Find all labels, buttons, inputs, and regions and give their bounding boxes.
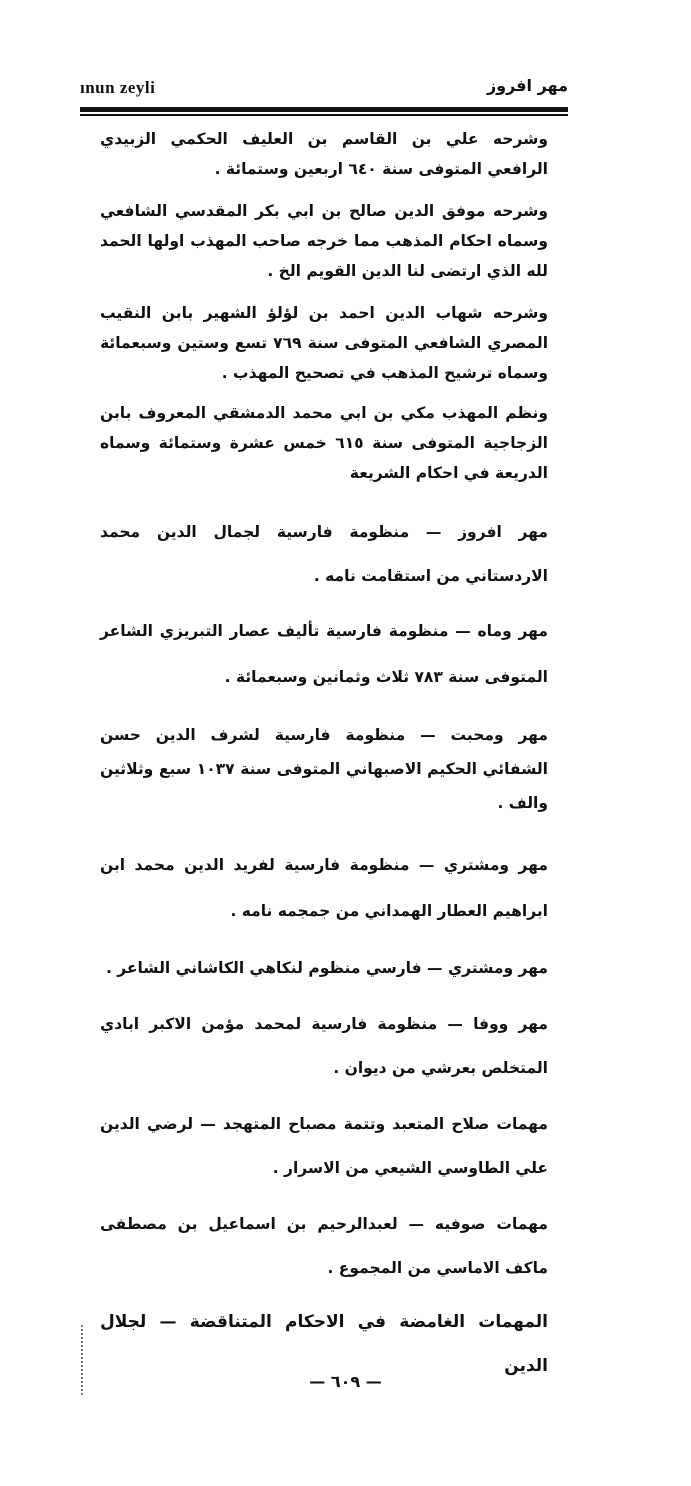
entry-3: وشرحه شهاب الدين احمد بن لؤلؤ الشهير بابن النقيب المصري الشافعي المتوفى سنة ٧٦٩ تسع وستين وسبعمائة وسماه ترشيح المذهب في تصحيح المهذب . (100, 304, 549, 382)
header-rule-thin (80, 114, 568, 116)
entry-12: مهمات صوفيه — لعبدالرحيم بن اسماعيل بن مصطفى ماكف الاماسي من المجموع . (100, 1215, 548, 1277)
entry-4: ونظم المهذب مكي بن ابي محمد الدمشقي المعروف بابن الزجاجية المتوفى سنة ٦١٥ خمس عشرة وستمائة وسماه الدريعة في احكام الشريعة (100, 404, 548, 482)
header-rule-thick (80, 107, 568, 112)
entry-10: مهر ووفا — منظومة فارسية لمحمد مؤمن الاكبر ابادي المتخلص بعرشي من ديوان . (100, 1015, 548, 1077)
entry-9: مهر ومشتري — فارسي منظوم لنكاهي الكاشاني الشاعر . (105, 959, 548, 977)
entry-5: مهر افروز — منظومة فارسية لجمال الدين محمد الاردستاني من استقامت نامه . (100, 523, 548, 585)
entry-8: مهر ومشتري — منظومة فارسية لفريد الدين محمد ابن ابراهيم العطار الهمداني من جمجمه نامه . (100, 856, 548, 920)
entry-2: وشرحه موفق الدين صالح بن ابي بكر المقدسي الشافعي وسماه احكام المذهب مما خرجه صاحب المهذب اولها الحمد لله الذي ارتضى لنا الدين القويم الخ . (100, 202, 548, 280)
page-number: — ٦٠٩ — (309, 1372, 382, 1391)
entry-1: وشرحه علي بن القاسم بن العليف الحكمي الزبيدي الرافعي المتوفى سنة ٦٤٠ اربعين وستمائة . (100, 130, 548, 178)
entry-7: مهر ومحبت — منظومة فارسية لشرف الدين حسن الشفائي الحكيم الاصبهاني المتوفى سنة ١٠٣٧ سبع وثلاثين والف . (100, 726, 548, 812)
header-left-label: ınun zeyli (80, 78, 156, 97)
entry-6: مهر وماه — منظومة فارسية تأليف عصار التبريزي الشاعر المتوفى سنة ٧٨٣ ثلاث وثمانين وسبعمائة . (100, 622, 548, 686)
page-body (100, 124, 548, 1388)
running-header (80, 74, 568, 104)
entry-13: المهمات الغامضة في الاحكام المتناقضة — لجلال الدين (100, 1312, 548, 1376)
header-right-title: مهر افروز (486, 76, 568, 95)
entry-11: مهمات صلاح المتعبد وتتمة مصباح المتهجد — لرضي الدين علي الطاوسي الشيعي من الاسرار . (100, 1115, 548, 1177)
